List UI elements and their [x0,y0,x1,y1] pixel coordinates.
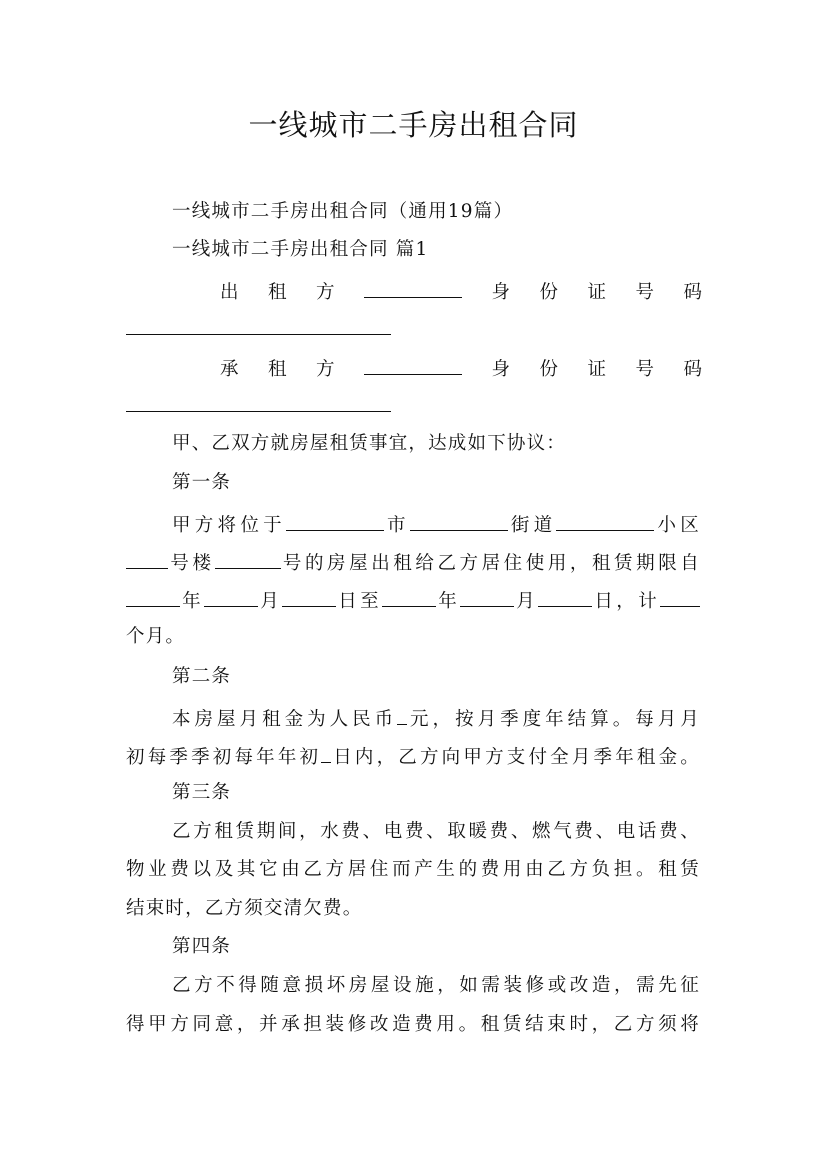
lessor-id-blank [126,334,391,335]
text: 初每季季初每年年初 [126,747,322,768]
text: 日内，乙方向甲方支付全月季年租金。 [331,747,700,768]
blank [282,584,336,607]
article-2-line-1 [172,702,700,730]
text: 街道 [507,515,557,536]
text: 号楼 [168,553,215,574]
id-label-char: 身 [491,359,510,380]
id-label-char: 份 [539,282,558,303]
blank [215,546,281,569]
id-label-char: 号 [635,359,654,380]
blank [397,702,407,725]
article-2-heading: 第二条 [172,666,232,687]
article-1-line-4: 个月。 [126,626,186,647]
blank [321,740,331,763]
text: 元，按月季度年结算。每月月 [407,709,700,730]
document-title: 一线城市二手房出租合同 [248,108,579,142]
text: 年 [436,591,461,612]
lessor-name-blank [364,275,462,298]
article-4-line-1: 乙方不得随意损坏房屋设施，如需装修或改造，需先征 [172,975,700,996]
blank [410,508,508,531]
blank [660,584,700,607]
lessee-id-blank [126,411,391,412]
chapter-heading: 一线城市二手房出租合同 篇1 [172,239,429,260]
article-4-heading: 第四条 [172,936,232,957]
blank [460,584,514,607]
lessor-char: 租 [268,282,287,303]
blank [556,508,654,531]
blank [126,584,180,607]
article-2-line-2 [126,740,700,768]
text: 日，计 [592,591,661,612]
article-3-line-1: 乙方租赁期间，水费、电费、取暖费、燃气费、电话费、 [172,821,700,842]
article-3-line-2: 物业费以及其它由乙方居住而产生的费用由乙方负担。租赁 [126,859,700,880]
id-label-char: 号 [635,282,654,303]
id-label-char: 证 [587,282,606,303]
article-1-line-1 [172,508,700,536]
article-3-line-3: 结束时，乙方须交清欠费。 [126,898,363,919]
id-label-char: 份 [539,359,558,380]
blank [538,584,592,607]
text: 年 [180,591,205,612]
blank [126,546,168,569]
lessee-char: 租 [268,359,287,380]
lessee-char: 承 [220,359,239,380]
lessor-char: 出 [220,282,239,303]
text: 甲方将位于 [172,515,286,536]
lessor-line [220,275,702,303]
article-3-heading: 第三条 [172,782,232,803]
article-1-heading: 第一条 [172,472,232,493]
article-4-line-2: 得甲方同意，并承担装修改造费用。租赁结束时，乙方须将 [126,1014,700,1035]
id-label-char: 码 [683,282,702,303]
text: 市 [383,515,410,536]
text: 日至 [336,591,383,612]
text: 月 [514,591,539,612]
text: 月 [258,591,283,612]
blank [286,508,384,531]
text: 本房屋月租金为人民币 [172,709,398,730]
id-label-char: 码 [683,359,702,380]
text: 号的房屋出租给乙方居住使用，租赁期限自 [280,553,700,574]
lessor-char: 方 [316,282,335,303]
blank [204,584,258,607]
id-label-char: 身 [491,282,510,303]
lessee-line [220,352,702,380]
text: 小区 [654,515,700,536]
lessee-name-blank [364,352,462,375]
blank [382,584,436,607]
article-1-line-3 [126,584,700,612]
intro-paragraph: 甲、乙双方就房屋租赁事宜，达成如下协议： [172,433,567,454]
article-1-line-2 [126,546,700,574]
lessee-char: 方 [316,359,335,380]
subtitle: 一线城市二手房出租合同（通用19篇） [172,201,514,222]
id-label-char: 证 [587,359,606,380]
